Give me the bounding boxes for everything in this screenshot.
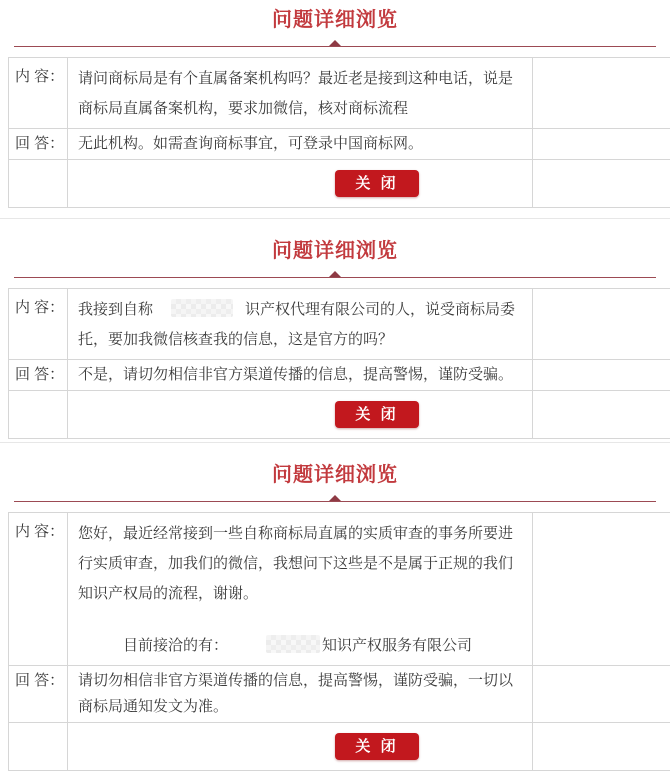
content-text-after: 识产权代理有限公司的人，说受商标局委托，要加我微信核查我的信息，这是官方的吗？ (78, 301, 515, 348)
answer-row (9, 129, 670, 160)
content-label: 内 容： (9, 289, 68, 360)
answer-label: 回 答： (9, 360, 68, 391)
content-row (9, 58, 670, 129)
answer-text: 无此机构。如需查询商标事宜，可登录中国商标网。 (68, 129, 533, 160)
redacted-company-name-blur (266, 635, 320, 653)
content-row (9, 289, 670, 360)
button-row (9, 160, 670, 208)
answer-row (9, 666, 670, 723)
question-detail-section-2 (0, 218, 670, 439)
answer-row (9, 360, 670, 391)
spacer-cell (533, 391, 670, 439)
content-text-before: 我接到自称 (78, 301, 153, 318)
question-detail-section-1 (0, 0, 670, 208)
content-label: 内 容： (9, 58, 68, 129)
spacer-cell (533, 129, 670, 160)
answer-label: 回 答： (9, 666, 68, 723)
answer-label: 回 答： (9, 129, 68, 160)
spacer-cell (533, 513, 670, 666)
content-paragraph-1: 您好，最近经常接到一些自称商标局直属的实质审查的事务所要进行实质审查，加我们的微信，我想问下这些是不是属于正规的我们知识产权局的流程，谢谢。 (78, 519, 522, 609)
qa-table (8, 512, 670, 771)
paragraph2-prefix: 目前接洽的有： (123, 637, 228, 654)
button-cell (68, 391, 533, 439)
empty-label-cell (9, 391, 68, 439)
answer-text: 不是，请切勿相信非官方渠道传播的信息，提高警惕，谨防受骗。 (68, 360, 533, 391)
content-text: 请问商标局是有个直属备案机构吗？最近老是接到这种电话，说是商标局直属备案机构，要求加微信，核对商标流程 (68, 58, 533, 129)
section-title: 问题详细浏览 (0, 0, 670, 31)
empty-label-cell (9, 160, 68, 208)
spacer-cell (533, 289, 670, 360)
answer-text: 请切勿相信非官方渠道传播的信息，提高警惕，谨防受骗，一切以商标局通知发文为准。 (68, 666, 533, 723)
content-text (68, 513, 533, 666)
redacted-company-name-blur (171, 299, 233, 317)
section-title: 问题详细浏览 (0, 219, 670, 262)
content-paragraph-2 (78, 631, 522, 661)
content-label: 内 容： (9, 513, 68, 666)
spacer-cell (533, 160, 670, 208)
button-cell (68, 160, 533, 208)
title-divider (14, 277, 656, 278)
divider-arrow-icon (329, 40, 341, 46)
qa-table (8, 288, 670, 439)
question-detail-section-3 (0, 442, 670, 771)
close-button[interactable]: 关 闭 (335, 401, 419, 428)
content-row (9, 513, 670, 666)
section-title: 问题详细浏览 (0, 443, 670, 486)
content-text (68, 289, 533, 360)
button-row (9, 723, 670, 771)
qa-table (8, 57, 670, 208)
divider-arrow-icon (329, 271, 341, 277)
paragraph2-after: 知识产权服务有限公司 (322, 637, 472, 654)
spacer-cell (533, 58, 670, 129)
empty-label-cell (9, 723, 68, 771)
title-divider (14, 501, 656, 502)
divider-arrow-icon (329, 495, 341, 501)
button-cell (68, 723, 533, 771)
title-divider (14, 46, 656, 47)
spacer-cell (533, 360, 670, 391)
close-button[interactable]: 关 闭 (335, 733, 419, 760)
spacer-cell (533, 723, 670, 771)
close-button[interactable]: 关 闭 (335, 170, 419, 197)
button-row (9, 391, 670, 439)
spacer-cell (533, 666, 670, 723)
